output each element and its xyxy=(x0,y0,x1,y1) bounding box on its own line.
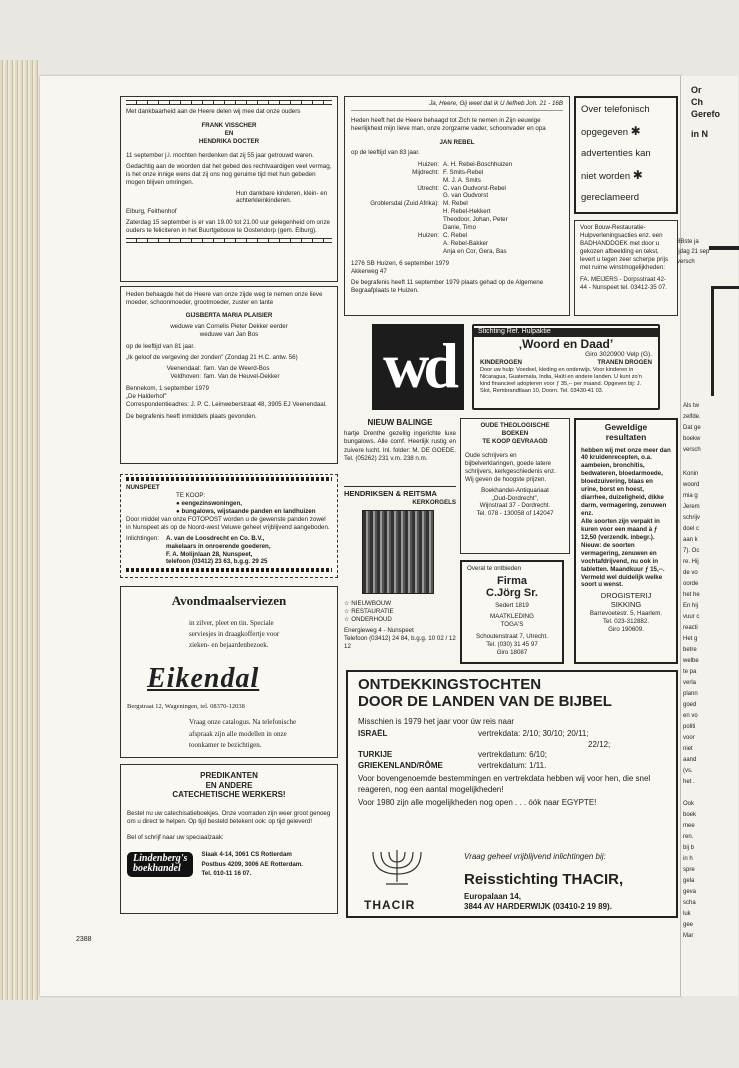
wd-giro: Giro 3020900 Velp (G). xyxy=(585,351,652,359)
nunspeet-item: ● eengezinswoningen, xyxy=(176,499,242,507)
jorg-service: TOGA'S xyxy=(500,621,524,628)
thacir-logo: THACIR xyxy=(364,898,416,912)
eikendal-line: zieken- en bejaardenbezoek. xyxy=(189,641,269,649)
right-page-text: re. Hij xyxy=(683,559,699,565)
right-page-text: Gerefo xyxy=(691,109,721,119)
right-page-text: geva xyxy=(683,889,697,895)
rebel-family-row xyxy=(351,161,563,169)
visscher-place: Elburg, Feithenhof xyxy=(126,208,177,216)
lindenberg-p2: Bel of schrijf naar uw speciaalzaak: xyxy=(127,833,224,841)
jorg-service: MAATKLEDING xyxy=(490,613,534,621)
ad-sikking-herbs xyxy=(574,418,678,664)
geweldige-p: Vermeld wel duidelijk welke soort u wenst. xyxy=(581,573,663,589)
rebel-family-place xyxy=(351,248,443,256)
asterisk-icon: ✱ xyxy=(632,168,643,183)
visscher-sign: Hun dankbare kinderen, klein- en achterkleinkinderen. xyxy=(236,189,328,205)
jorg-name: C.Jörg Sr. xyxy=(486,587,538,600)
rebel-family-names: H. Rebel-Hekkert xyxy=(443,208,491,216)
geweldige-p: Nieuw: de soorten vermagering, zenuwen en vochtafdrijvend, nu ook in tabletten. Maandkuur ƒ 15,--. xyxy=(581,541,665,573)
thacir-destinations xyxy=(358,729,666,772)
right-page-text: scha xyxy=(683,900,696,906)
geweldige-p: Alle soorten zijn verpakt in kuren voor een maand à ƒ 12,50 (verzendk. inbegr.). xyxy=(581,517,660,541)
right-page-text: reacti xyxy=(683,625,698,631)
oude-contact: Boekhandel-Antiquariaat „Oud-Dordrecht”, Wijnstraat 37 - Dordrecht. Tel. 078 - 130058 of 142047 xyxy=(476,486,554,518)
thacir-destination xyxy=(358,740,478,751)
thacir-ask: Vraag geheel vrijblijvend inlichtingen bij: xyxy=(464,852,606,861)
rebel-family-names: Danie, Timo xyxy=(443,224,477,232)
ad-nunspeet-realestate xyxy=(120,474,338,578)
right-page-text: niet xyxy=(683,746,693,752)
visscher-intro: Met dankbaarheid aan de Heere delen wij mee dat onze ouders xyxy=(126,108,301,115)
thacir-dates: vertrekdatum: 1/11. xyxy=(478,761,547,771)
right-page-text: mee xyxy=(683,823,695,829)
wd-p1: Door uw hulp: Voedsel, kleding en onderwijs. Voor kinderen in Nicaragua, Guatemala, India, Haïti en andere landen. U kunt zo'n kind financieel adopteren voor ƒ 35,-- per maand. Opgeven bij: J. Slot, Rembrandtlaan 10, Doorn. Tel. 03430-41 03. xyxy=(480,367,642,395)
rebel-family-names: M. Rebel xyxy=(443,200,468,208)
rebel-addr2: Akkerweg 47 xyxy=(351,267,387,275)
plaisier-addr1: Bennekom, 1 september 1979 xyxy=(126,385,209,393)
eikendal-c: afspraak zijn alle modellen in onze xyxy=(189,729,287,738)
right-page-text: voor xyxy=(683,735,695,741)
oude-p1: Oude schrijvers en bijbelverklaringen, goede latere schrijvers, kerkgeschiedenis enz. Wij geven de hoogste prijzen. xyxy=(465,451,556,483)
dashed-border xyxy=(126,477,332,481)
eikendal-line: in zilver, pleet en tin. Speciale xyxy=(189,618,274,627)
rebel-family-place: Utrecht: xyxy=(417,184,439,192)
rebel-family-row xyxy=(351,200,563,208)
thacir-p2: Voor 1980 zijn alle mogelijkheden nog open . . . óók naar EGYPTE! xyxy=(358,797,597,807)
ad-telefonisch-notice xyxy=(574,96,678,214)
thacir-destination-row xyxy=(358,761,666,772)
thacir-destination: ISRAËL xyxy=(358,728,388,738)
eikendal-logo: Eikendal xyxy=(147,663,260,695)
visscher-p2: Gedachtig aan de woorden dat het gebed des rechtvaardigen veel vermag, is het onze innige wens dat zij ons nog geruime tijd met hun gebeden mogen blijven omringen. xyxy=(126,162,332,186)
drogisterij: DROGISTERIJ SIKKING xyxy=(600,591,652,610)
plaisier-addr2: „De Halderhof” xyxy=(126,393,167,401)
rebel-family-names: M. J. A. Smits xyxy=(443,176,481,184)
thacir-destination: GRIEKENLAND/RÔME xyxy=(358,761,443,771)
right-page-text: verla xyxy=(683,680,697,686)
right-page-text: betre xyxy=(683,647,697,653)
rebel-family-row xyxy=(351,185,563,193)
hendriksen-addr: Energieweg 4 - Nunspeet xyxy=(344,627,414,634)
book-spine xyxy=(0,60,40,1000)
right-page-text: het . xyxy=(683,779,695,785)
nunspeet-title: NUNSPEET xyxy=(126,484,160,491)
eikendal-line: serviesjes in draagkoffertje voor xyxy=(189,629,280,638)
right-page-text: boekw xyxy=(683,436,701,442)
right-page-rule xyxy=(709,246,739,250)
balinge-p1: hartje Drenthe gezellig ingerichte luxe bungalows. Alle comf. Heerlijk rustig en zuivere lucht. Inl. folder: M. DE GOEDE. Tel. (05262) 231 v.m. 238 n.m. xyxy=(344,430,456,462)
right-page-text: Ch xyxy=(691,97,703,107)
right-page-text: het he xyxy=(683,592,700,598)
rebel-name: JAN REBEL xyxy=(439,138,475,146)
rebel-family-row xyxy=(351,248,563,256)
plaisier-age: op de leeftijd van 81 jaar. xyxy=(126,342,195,350)
right-page-text: ren. xyxy=(683,834,694,840)
rebel-family-names: Anja en Cor, Gera, Bas xyxy=(443,248,507,255)
jorg-since: Sedert 1819 xyxy=(495,602,529,610)
page-number: 2388 xyxy=(76,936,92,943)
ornament-border xyxy=(126,238,332,243)
rebel-family-row xyxy=(351,177,563,185)
right-page-text: gee xyxy=(683,922,694,928)
tel-line: opgegeven xyxy=(581,127,629,139)
right-page-text: aand xyxy=(683,757,697,763)
right-page-text: 7). Oc xyxy=(683,548,700,554)
ad-visscher-anniversary xyxy=(120,96,338,282)
rebel-family-place xyxy=(351,192,443,200)
meijers-p1: Voor Bouw-Restauratie-Hulpverleningsacties enz. een BADHANDDOEK met door u gekozen afbeelding en tekst, levert u tegen zeer scherpe prijs met ruime winstmogelijkheden: xyxy=(580,224,669,271)
thacir-subtitle: DOOR DE LANDEN VAN DE BIJBEL xyxy=(358,693,612,711)
rebel-family-list xyxy=(351,161,563,256)
rebel-family-row xyxy=(351,169,563,177)
ad-woord-en-daad xyxy=(472,324,660,410)
right-page-text: in h xyxy=(683,856,693,862)
right-page-text: Mar xyxy=(683,933,694,939)
drogisterij-addr: Barrevoetestr. 5, Haarlem. Tel. 023-312882. Giro 190609. xyxy=(589,609,663,633)
thacir-org: Reisstichting THACIR, xyxy=(464,871,624,888)
right-page-text: zelfde. xyxy=(683,414,701,420)
right-page-text: En hij xyxy=(683,603,699,609)
rebel-family-names: A. Rebel-Bakker xyxy=(443,240,489,248)
nunspeet-sale: TE KOOP: xyxy=(176,491,206,499)
rebel-family-place: Groblersdal (Zuid Afrika): xyxy=(370,200,439,208)
rebel-family-names: C. van Oudvorst-Rebel xyxy=(443,184,506,192)
menorah-icon xyxy=(364,844,430,888)
wd-kids: KINDEROGEN xyxy=(480,359,522,367)
dashed-border xyxy=(126,568,332,572)
rebel-family-place xyxy=(351,240,443,248)
ad-nieuw-balinge xyxy=(344,418,456,463)
asterisk-icon: ✱ xyxy=(630,124,641,139)
right-page-text: luk xyxy=(683,911,691,917)
rebel-family-place: Huizen: xyxy=(418,160,439,168)
right-page-text: Het g xyxy=(683,636,698,642)
right-page-text: goed xyxy=(683,702,697,708)
thacir-addr: Europalaan 14, 3844 AV HARDERWIJK (03410-2 19 89). xyxy=(464,892,612,912)
tel-line: Over telefonisch xyxy=(581,104,650,115)
tel-line: niet worden xyxy=(581,171,631,183)
thacir-dates: vertrekdata: 2/10; 30/10; 20/11; xyxy=(478,728,589,738)
right-page-text: in N xyxy=(691,129,708,139)
eikendal-c: Vraag onze catalogus. Na telefonische xyxy=(189,718,297,727)
thacir-destination: TURKIJE xyxy=(358,750,393,760)
ad-thacir-travel xyxy=(346,670,678,918)
wd-title: ‚Woord en Daad’ xyxy=(518,336,614,351)
rebel-age: op de leeftijd van 83 jaar. xyxy=(351,148,420,156)
jorg-giro: Giro 18087 xyxy=(496,648,528,656)
right-page-text: boek xyxy=(683,812,697,818)
plaisier-intro: Heden behaagde het de Heere van onze zijde weg te nemen onze lieve moeder, schoonmoeder, grootmoeder, zuster en tante xyxy=(126,291,323,306)
right-page-text: 8Bste ja xyxy=(677,239,699,245)
visscher-p1: 11 september j.l. mochten herdenken dat zij 55 jaar getrouwd waren. xyxy=(126,151,314,159)
right-page-text: Konin xyxy=(683,471,699,477)
right-page-text: Jerem xyxy=(683,504,700,510)
right-page-text: doel c xyxy=(683,526,700,532)
hendriksen-sub: KERKORGELS xyxy=(412,498,456,506)
right-page-text: versch xyxy=(683,447,701,453)
hendriksen-title: HENDRIKSEN & REITSMA xyxy=(344,489,437,498)
right-page-text: plann xyxy=(683,691,698,697)
balinge-title: NIEUW BALINGE xyxy=(367,418,433,427)
right-page-text: Dat ge xyxy=(683,425,701,431)
right-page-text: bij b xyxy=(683,845,695,851)
ad-lindenberg-books xyxy=(120,764,338,914)
ad-eikendal-silverware xyxy=(120,586,338,758)
plaisier-funeral: De begrafenis heeft inmiddels plaats gevonden. xyxy=(126,413,257,421)
right-page-text: en vo xyxy=(683,713,698,719)
right-page-text: vuur c xyxy=(683,614,700,620)
hendriksen-tel: Telefoon (03412) 24 84, b.g.g. 10 02 / 12 12 xyxy=(344,635,456,651)
nunspeet-info: Inlichtingen: A. van de Loosdrecht en Co. B.V., makelaars in onroerende goederen, F. A. Molijnlaan 28, Nunspeet, telefoon (03412) 23 63, b.g.g. 29 25 xyxy=(126,534,271,566)
thacir-destination-row xyxy=(358,740,666,751)
adjacent-page-fragment xyxy=(677,76,738,996)
oude-title: OUDE THEOLOGISCHE BOEKEN TE KOOP GEVRAAGD xyxy=(480,422,550,445)
rebel-family-row xyxy=(351,232,563,240)
rebel-family-place xyxy=(351,208,443,216)
eikendal-title: Avondmaalserviezen xyxy=(171,593,287,608)
thacir-dates: 22/12; xyxy=(588,739,611,749)
rebel-family-names: F. Smits-Rebel xyxy=(443,168,484,176)
rebel-family-names: G. van Oudvorst xyxy=(443,192,489,200)
right-page-photo xyxy=(711,286,739,396)
right-page-text: te pa xyxy=(683,669,697,675)
right-page-text: aan k xyxy=(683,537,698,543)
geweldige-p: hebben wij met onze meer dan 40 kruidenrecepten, o.a. aambeien, bronchitis, bedwateren, bloedarmoede, bloedzuivering, blaas en urine, borst en hoest, diarrhee, duizeligheid, dikke darm, vermagering, zenuwen enz. xyxy=(581,446,671,518)
lindenberg-title: PREDIKANTEN EN ANDERE CATECHETISCHE WERKERS! xyxy=(172,771,286,800)
rebel-family-place xyxy=(351,224,443,232)
rebel-family-place: Mijdrecht: xyxy=(412,168,439,176)
right-page-text: Als tw xyxy=(683,403,700,409)
rebel-p1: Heden heeft het de Heere behaagd tot Zich te nemen in Zijn eeuwige heerlijkheid mijn lieve man, onze zorgzame vader, schoonvader en opa xyxy=(351,116,546,132)
right-page-text: schrijv xyxy=(683,515,701,521)
rebel-family-row xyxy=(351,208,563,216)
right-page-text: politi xyxy=(683,724,696,730)
plaisier-relative: Veenendaal: fam. Van de Weerd-Bos xyxy=(166,364,270,372)
right-page-text: spre xyxy=(683,867,695,873)
ad-oude-boeken xyxy=(460,418,570,554)
tel-line: advertenties kan xyxy=(581,147,651,159)
lindenberg-contact: Lindenberg's boekhandel Slaak 4-14, 3061 CS Rotterdam Postbus 4209, 3006 AE Rotterdam. Tel. 010-11 16 07. xyxy=(127,850,331,880)
organ-photo xyxy=(362,510,434,594)
thacir-p1: Voor bovengenoemde bestemmingen en vertrekdata hebben wij voor hen, die snel reageren, nog een aantal mogelijkheden! xyxy=(358,773,651,794)
hendriksen-item: ☆ RESTAURATIE xyxy=(344,607,394,615)
thacir-destination-row xyxy=(358,750,666,761)
rebel-family-row xyxy=(351,192,563,200)
plaisier-relative: Veldhoven: fam. Van de Heuvel-Dekker xyxy=(170,372,280,380)
visscher-p3: Zaterdag 15 september is er van 19.00 tot 21.00 uur gelegenheid om onze ouders te feliciteren in het Buurtgebouw te Oostendorp (gem. Elburg). xyxy=(126,219,330,235)
eikendal-c: toonkamer te bezichtigen. xyxy=(189,740,262,749)
wd-tears: TRANEN DROGEN xyxy=(597,359,652,367)
woord-en-daad-logo: wd xyxy=(372,324,464,410)
wd-head: Stichting Ref. Hulpaktie xyxy=(474,328,658,337)
rebel-family-row xyxy=(351,240,563,248)
thacir-dates: vertrekdatum: 6/10; xyxy=(478,750,547,760)
right-page-text: Or xyxy=(691,85,702,95)
nunspeet-p1: Door middel van onze FOTOPOST worden u de gewenste panden zowel in Nunspeet als op de Noord-west Veluwe geheel vrijblijvend aangeboden. xyxy=(126,515,330,531)
plaisier-quote: „Ik geloof de vergeving der zonden” (Zondag 21 H.C. antw. 56) xyxy=(126,353,298,361)
ad-meijers-towels xyxy=(574,220,678,316)
right-page-text: oorde xyxy=(683,581,699,587)
rebel-family-place xyxy=(351,177,443,185)
tel-line: gereclameerd xyxy=(581,191,640,203)
jorg-tel: Tel. (030) 31 45 97 xyxy=(486,640,538,648)
right-page-text: woord xyxy=(683,482,700,488)
hendriksen-item: ☆ NIEUWBOUW xyxy=(344,599,392,607)
thacir-destination-row xyxy=(358,729,666,740)
rebel-family-row xyxy=(351,224,563,232)
jorg-addr: Schoutenstraat 7, Utrecht. xyxy=(476,632,548,640)
ad-rebel-obituary xyxy=(344,96,570,316)
ornament-border xyxy=(126,100,332,105)
rebel-family-place: Huizen: xyxy=(418,232,439,240)
rebel-family-names: Theodoor, Johan, Peter xyxy=(443,216,508,224)
right-page-text: versch xyxy=(677,259,695,265)
rebel-family-row xyxy=(351,216,563,224)
right-page-text: welbe xyxy=(683,658,699,664)
rebel-funeral: De begrafenis heeft 11 september 1979 plaats gehad op de Algemene Begraafplaats te Huizen. xyxy=(351,278,544,294)
hendriksen-item: ☆ ONDERHOUD xyxy=(344,615,392,623)
jorg-top: Overal te ontbieden xyxy=(467,565,522,572)
rebel-addr1: 1276 SB Huizen, 6 september 1979 xyxy=(351,259,450,267)
right-page-text: Ook xyxy=(683,801,695,807)
meijers-p2: FA. MEIJERS - Dorpsstraat 42-44 - Nunspeet tel. 03412-35 07. xyxy=(580,275,668,291)
eikendal-addr: Bergstraat 12, Wageningen, tel. 08370-12038 xyxy=(127,703,245,711)
ad-plaisier-obituary xyxy=(120,286,338,464)
right-page-text: (vs. xyxy=(683,768,693,774)
rebel-family-names: A. H. Rebel-Boschhuizen xyxy=(443,160,513,168)
thacir-title: ONTDEKKINGSTOCHTEN xyxy=(358,676,542,693)
thacir-intro: Misschien is 1979 het jaar voor úw reis naar xyxy=(358,716,515,726)
lindenberg-p1: Bestel nu uw catechisatieboekjes. Onze voorraden zijn weer groot genoeg om u direct te helpen. Op tijd besteld betekent ook: op tijd geleverd! xyxy=(127,809,331,825)
plaisier-name: GIJSBERTA MARIA PLAISIER xyxy=(185,311,273,319)
right-page-text: gela xyxy=(683,878,695,884)
plaisier-widow: weduwe van Cornelis Pieter Dekker eerder weduwe van Jan Bos xyxy=(170,322,288,338)
ad-jorg-tailor xyxy=(460,560,564,664)
plaisier-addr3: Correspondentieadres: J. P. C. Leinweberstraat 48, 3905 EJ Veenendaal. xyxy=(126,401,327,409)
geweldige-title: Geweldige resultaten xyxy=(604,422,648,442)
lindenberg-logo: Lindenberg's boekhandel xyxy=(127,852,193,877)
rebel-family-place xyxy=(351,216,443,224)
rebel-verse: Ja, Heere, Gij weet dat ik U liefheb Joh. 21 - 16B xyxy=(351,100,563,111)
jorg-firma: Firma xyxy=(497,574,527,587)
right-page-text: mia g xyxy=(683,493,698,499)
rebel-family-names: C. Rebel xyxy=(443,232,468,240)
right-page-text: ijdag 21 sep xyxy=(677,249,710,255)
right-page-text: de vo xyxy=(683,570,698,576)
ad-hendriksen-organs xyxy=(344,486,456,651)
visscher-names: FRANK VISSCHER EN HENDRIKA DOCTER xyxy=(198,121,260,145)
nunspeet-item: ● bungalows, wijstaande panden en landhuizen xyxy=(176,507,316,515)
